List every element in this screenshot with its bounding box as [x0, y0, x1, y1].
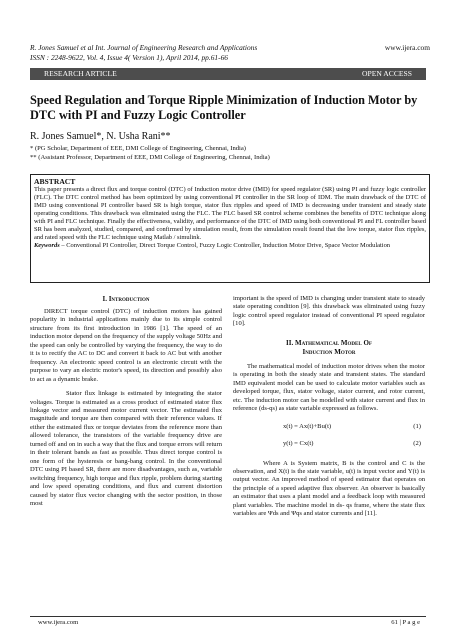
footer-website[interactable]: www.ijera.com [38, 619, 79, 626]
right-column [233, 295, 425, 519]
model-paragraph-1: The mathematical model of induction motor drives when the motor is operating in both the steady state and transient states. The standard IMD equivalent model can be used to calculate motor variables such as developed torque, flux, stator voltage, stator current, and rotor current, etc. The induction motor can be modelled with stator current and flux in reference (ds-qs) as state variable expressed as follows. [233, 362, 425, 413]
abstract-heading: ABSTRACT [34, 177, 76, 186]
intro-paragraph-1: DIRECT torque control (DTC) of induction motors has gained popularity in industrial applications mainly due to its simple control structure from its first introduction in 1986 [1]. The speed of an induction motor depend on the frequency of the supply voltage 50Hz and the speed can only be controlled by varying the frequency, the way to do it is to rectify the AC to DC and convert it back to AC but with another frequency. An electronic speed control is an electronic circuit with the purpose to vary an electric motor's speed, its direction and possibly also to act as a dynamic brake. [30, 308, 222, 383]
access-type: OPEN ACCESS [361, 69, 412, 78]
page-footer [30, 616, 426, 628]
intro-paragraph-2: Stator flux linkage is estimated by integrating the stator voltages. Torque is estimated as a cross product of estimated stator flux linkage vector and measured motor current vector. The estimated flux magnitude and torque are then compared with their reference values. If either the estimated flux or torque deviates from the reference more than allowed tolerance, the transistors of the variable frequency drive are turned off and on in such a way that the flux and torque errors will return in their tolerant bands as fast as possible. Thus direct torque control is one form of the hysteresis or bang-bang control. In the conventional DTC using PI based SR, there are more disadvantages, such as, variable switching frequency, high torque and flux ripple, problem during starting and low speed operating conditions, and flux and current distortion caused by stator flux vector changing with the sector position, in those most [30, 390, 222, 507]
equation-1 [233, 420, 425, 437]
citation-line-1: R. Jones Samuel et al Int. Journal of Engineering Research and Applications [30, 43, 258, 52]
equation-2-body: y(t) = Cx(t) [283, 439, 314, 447]
authors: R. Jones Samuel*, N. Usha Rani** [30, 131, 171, 142]
equation-1-body: x(t) = Ax(t)+Bu(t) [283, 422, 332, 430]
model-paragraph-2: Where A is System matrix, B is the control and C is the observation, and X(t) is the state variable, u(t) is input vector and Y(t) is output vector. An improved method of speed estimator that operates on the principle of a speed adaptive flux observer. An observer is basically an estimator that uses a plant model and a feedback loop with measured plant variables. The machine model in ds- qs frame, where the state flux variables are Ψds and Ψqs and stator currents and [11]. [233, 459, 425, 518]
article-type: RESEARCH ARTICLE [44, 69, 117, 78]
affiliation-2: ** (Assistant Professor, Department of EEE, DMI College of Engineering, Chennai, India) [30, 154, 270, 161]
keywords-label: Keywords [34, 242, 60, 250]
keywords-text: – Conventional PI Controller, Direct Torque Control, Fuzzy Logic Controller, Induction Motor Drive, Space Vector Modulation [59, 242, 391, 250]
section-heading-introduction: I. Introduction [102, 295, 150, 303]
equation-2 [233, 437, 425, 454]
journal-header [30, 43, 430, 62]
section-heading-model-2: Induction Motor [302, 347, 356, 356]
paper-title: Speed Regulation and Torque Ripple Minimization of Induction Motor by DTC with PI and Fuzzy Logic Controller [30, 93, 418, 122]
section-heading-model-1: II. Mathematical Model Of [286, 338, 372, 347]
affiliation-1: * (PG Scholar, Department of EEE, DMI College of Engineering, Chennai, India) [30, 145, 246, 152]
page-number: 61 | P a g e [391, 619, 420, 626]
equation-1-number: (1) [413, 422, 421, 430]
article-banner [30, 68, 426, 80]
citation-line-2: ISSN : 2248-9622, Vol. 4, Issue 4( Version 1), April 2014, pp.61-66 [30, 52, 228, 62]
left-column [30, 295, 222, 508]
abstract-text: This paper presents a direct flux and torque control (DTC) of Induction motor drive (IMD) for speed regulator (SR) using PI and fuzzy logic controller (FLC). The DTC control method has been optimized by using conventional PI controller in the SR loop of IDM. The main drawback of the DTC of IMD using conventional PI controller based SR is high torque, stator flux ripples and speed of IMD is decreasing under transient and steady state operating conditions. This drawback was eliminated using the FLC. The FLC based SR control scheme combines the benefits of DTC technique along with PI and FLC technique. Finally the effectiveness, validity, and performance of the DTC of IMD using both conventional PI and FL controller based SR has been analyzed, studied, compared, and confirmed by simulation result, from the simulation result found that the low torque, stator flux ripples, and rated speed with the FLC technique using Matlab / simulink. [34, 186, 426, 242]
keywords [34, 242, 426, 250]
journal-website[interactable]: www.ijera.com [384, 43, 430, 52]
abstract-box [30, 174, 430, 283]
continued-paragraph: important is the speed of IMD is changing under transient state to steady state operating condition [9]. this drawback was eliminated using fuzzy logic control speed regulator instead of conventional PI speed regulator [10]. [233, 295, 425, 328]
equation-2-number: (2) [413, 439, 421, 447]
